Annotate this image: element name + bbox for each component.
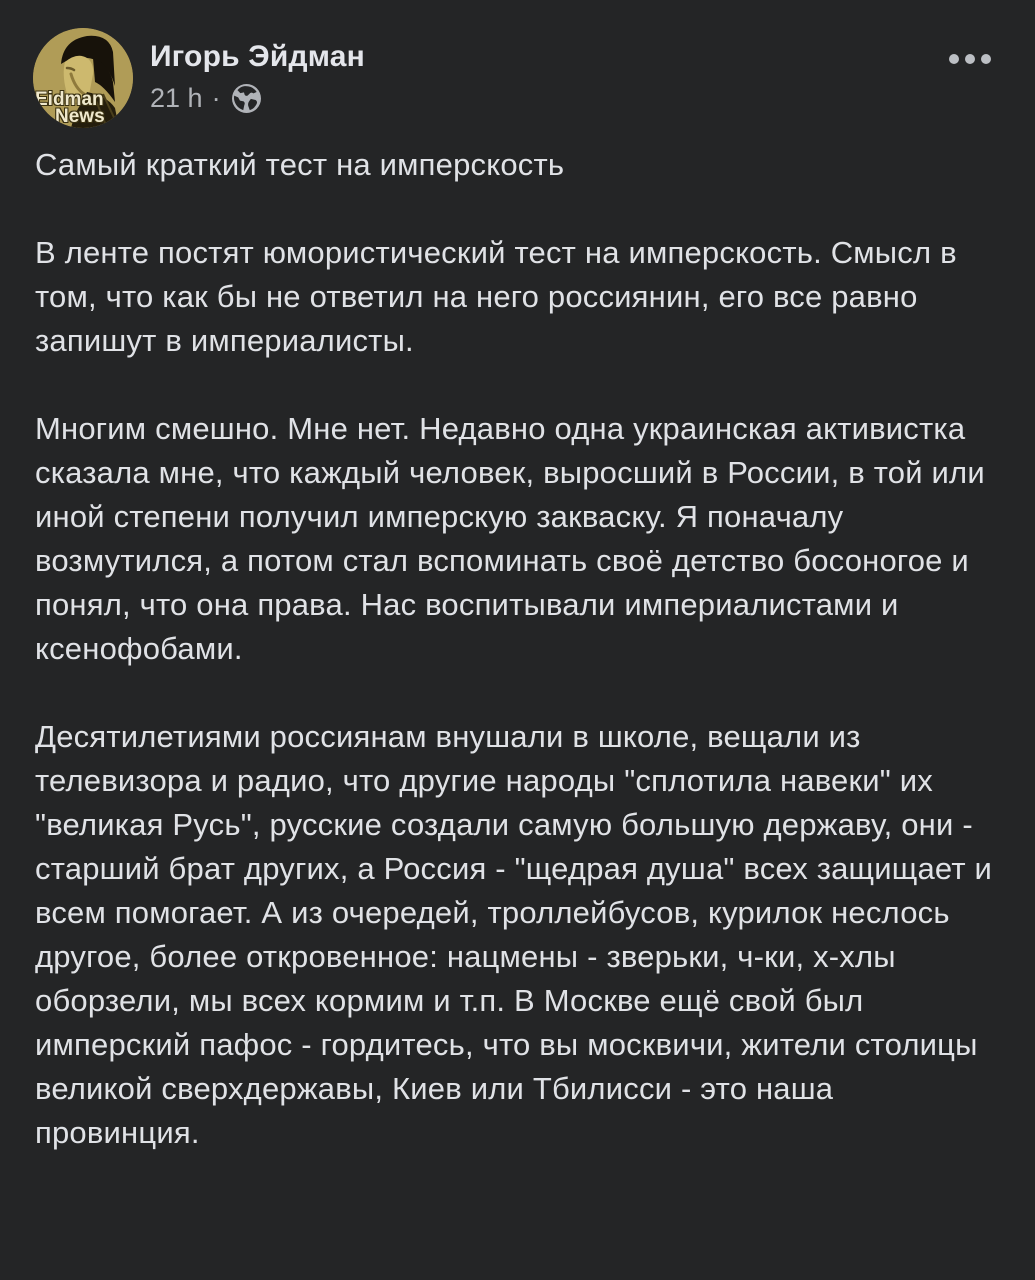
three-dots-menu-icon — [949, 54, 959, 64]
author-name[interactable]: Игорь Эйдман — [150, 40, 365, 73]
avatar-caption-line1: Eidman — [35, 89, 104, 110]
post-options-button[interactable] — [945, 50, 995, 68]
header-meta — [150, 28, 365, 114]
post-paragraph: Многим смешно. Мне нет. Недавно одна украинская активистка сказала мне, что каждый человек, выросший в России, в той или иной степени получил имперскую закваску. Я поначалу возмутился, а потом стал вспоминать своё детство босоногое и понял, что она права. Нас воспитывали империалистами и ксенофобами. — [35, 411, 985, 666]
avatar-caption-line2: News — [55, 106, 105, 127]
post-paragraph: Десятилетиями россиянам внушали в школе, вещали из телевизора и радио, что другие народы "сплотила навеки" их "великая Русь", русские создали самую большую державу, они - старший брат других, а Россия - "щедрая душа" всех защищает и всем помогает. А из очередей, троллейбусов, курилок неслось другое, более откровенное: нацмены - зверьки, ч-ки, х-хлы оборзели, мы всех кормим и т.п. В Москве ещё свой был имперский пафос - гордитесь, что вы москвичи, жители столицы великой сверхдержавы, Киев или Тбилисси - это наша провинция. — [35, 719, 993, 1150]
post-paragraph: В ленте постят юмористический тест на имперскость. Смысл в том, что как бы не ответил на него россиянин, его все равно запишут в империалисты. — [35, 235, 957, 358]
dot-separator: · — [211, 83, 221, 113]
globe-public-icon — [232, 84, 261, 113]
post-paragraph: Самый краткий тест на имперскость — [35, 147, 565, 182]
post-text — [0, 128, 1035, 1155]
post-subtitle-row — [150, 83, 365, 114]
avatar-portrait-image — [33, 28, 133, 128]
timestamp[interactable]: 21 h — [150, 83, 203, 113]
post-header — [0, 0, 1035, 128]
avatar[interactable] — [33, 28, 133, 128]
